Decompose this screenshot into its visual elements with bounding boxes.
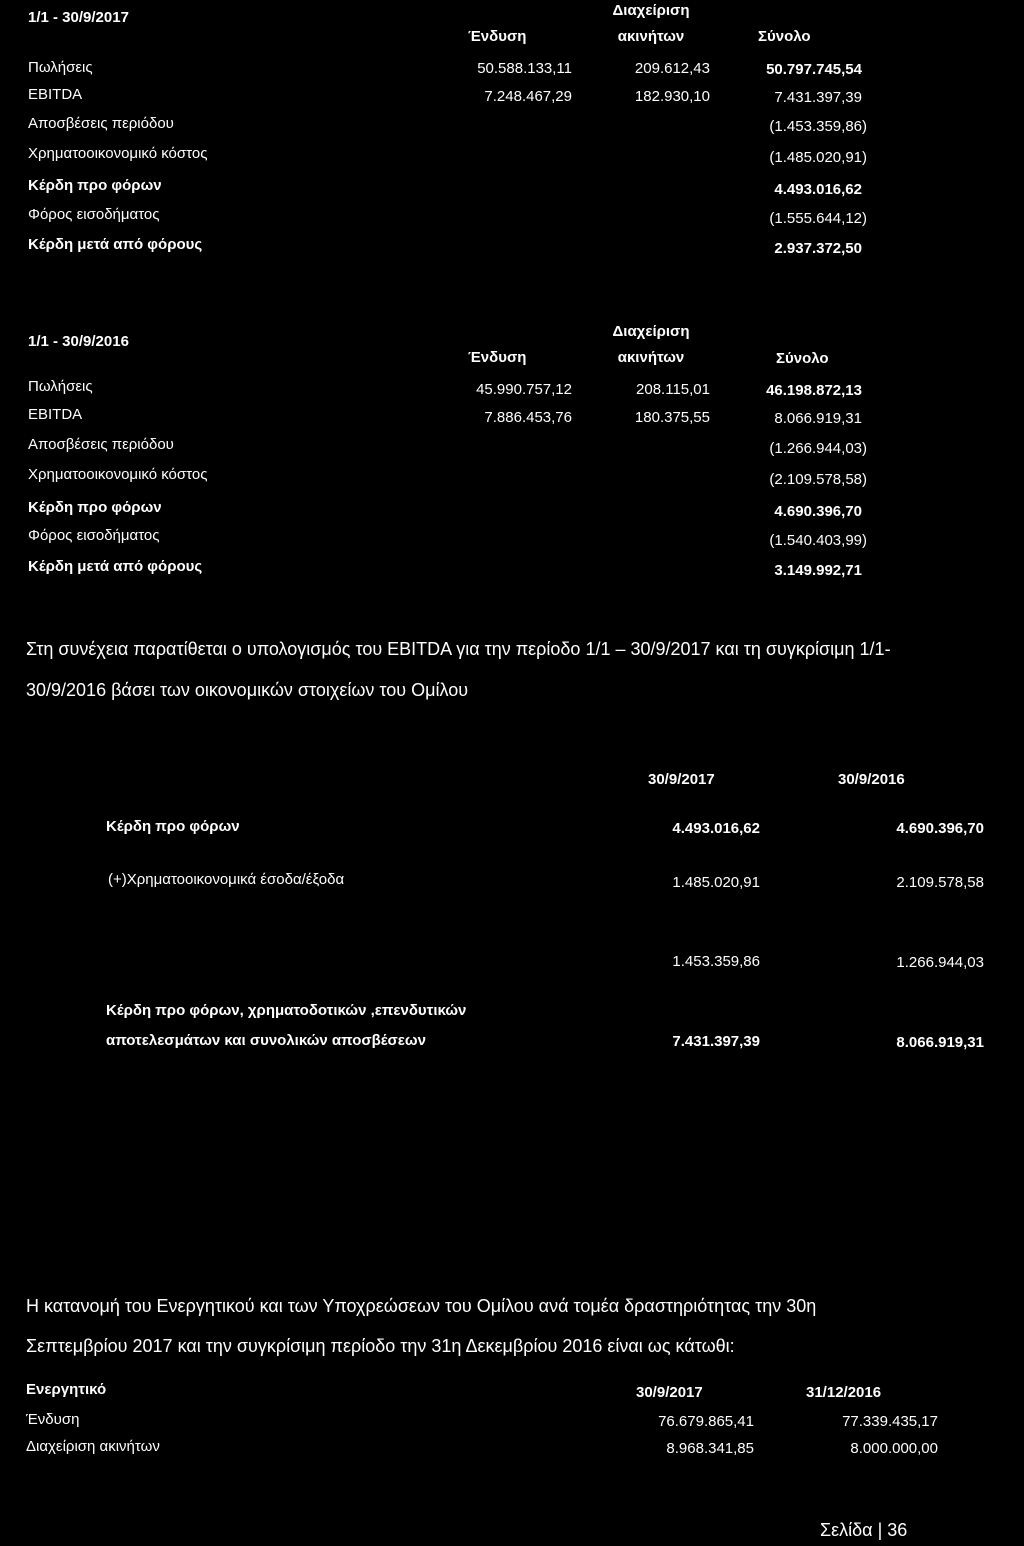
cell-2016: 8.000.000,00 [850,1440,938,1457]
cell-total: (2.109.578,58) [769,471,867,488]
page-number: Σελίδα | 36 [820,1520,908,1540]
row-label: Κέρδη προ φόρων [106,818,240,835]
row-label: Κέρδη προ φόρων [28,499,162,516]
column-header-total: Σύνολο [758,28,811,45]
period-title: 1/1 - 30/9/2017 [28,9,129,26]
row-label: Φόρος εισοδήματος [28,527,160,544]
column-header-real-estate-line1: Διαχείριση [612,2,690,19]
cell-real-estate: 180.375,55 [634,409,710,426]
row-label-line1: Κέρδη προ φόρων, χρηματοδοτικών ,επενδυτικών [106,1002,467,1019]
cell-real-estate: 208.115,01 [636,381,710,398]
cell-2016: 8.066.919,31 [896,1034,984,1051]
row-label: EBITDA [28,86,83,103]
row-label: Φόρος εισοδήματος [28,206,160,223]
row-label: Ένδυση [26,1411,80,1428]
row-label: Κέρδη μετά από φόρους [28,558,203,575]
cell-total: 7.431.397,39 [774,89,862,106]
row-label-line2: αποτελεσμάτων και συνολικών αποσβέσεων [106,1032,426,1049]
column-header-clothing: Ένδυση [468,349,527,366]
cell-real-estate: 182.930,10 [634,88,710,105]
cell-total: 3.149.992,71 [774,562,862,579]
row-label: EBITDA [28,406,83,423]
cell-total: (1.555.644,12) [769,210,867,227]
row-label: Χρηματοοικονομικό κόστος [28,145,208,162]
row-label: Διαχείριση ακινήτων [26,1438,160,1455]
cell-clothing: 45.990.757,12 [476,381,572,398]
cell-2017: 1.485.020,91 [672,874,760,891]
cell-2016: 2.109.578,58 [896,874,984,891]
column-header-real-estate-line2: ακινήτων [617,349,685,366]
cell-2017: 1.453.359,86 [672,953,760,970]
row-label: Χρηματοοικονομικό κόστος [28,466,208,483]
cell-total: 50.797.745,54 [766,61,862,78]
column-header-real-estate-line1: Διαχείριση [612,323,690,340]
table-title: Ενεργητικό [26,1381,107,1398]
column-header-2016: 30/9/2016 [838,771,905,788]
cell-total: 4.493.016,62 [774,181,862,198]
row-label: (+)Χρηματοοικονομικά έσοδα/έξοδα [108,871,345,888]
paragraph-line: Σεπτεμβρίου 2017 και την συγκρίσιμη περίοδο την 31η Δεκεμβρίου 2016 είναι ως κάτωθι: [26,1336,735,1356]
column-header-clothing: Ένδυση [468,28,527,45]
column-header-total: Σύνολο [776,350,829,367]
cell-total: 46.198.872,13 [766,382,862,399]
period-title: 1/1 - 30/9/2016 [28,333,129,350]
column-header-2017: 30/9/2017 [636,1384,703,1401]
cell-clothing: 7.248.467,29 [484,88,572,105]
column-header-2016: 31/12/2016 [806,1384,882,1401]
row-label: Αποσβέσεις περιόδου [28,115,174,132]
cell-total: 8.066.919,31 [774,410,862,427]
cell-2016: 77.339.435,17 [842,1413,938,1430]
paragraph-line: Στη συνέχεια παρατίθεται ο υπολογισμός του EBITDA για την περίοδο 1/1 – 30/9/2017 και τη συγκρίσιμη 1/1- [26,639,891,659]
row-label: Κέρδη προ φόρων [28,177,162,194]
row-label: Πωλήσεις [28,59,93,76]
cell-2016: 1.266.944,03 [896,954,984,971]
cell-2016: 4.690.396,70 [896,820,984,837]
cell-2017: 76.679.865,41 [658,1413,754,1430]
paragraph-line: 30/9/2016 βάσει των οικονομικών στοιχείων του Ομίλου [26,680,469,700]
column-header-2017: 30/9/2017 [648,771,715,788]
row-label: Αποσβέσεις περιόδου [28,436,174,453]
cell-clothing: 50.588.133,11 [477,60,572,77]
row-label: Πωλήσεις [28,378,93,395]
cell-total: (1.453.359,86) [769,118,867,135]
row-label: Κέρδη μετά από φόρους [28,236,203,253]
cell-total: 2.937.372,50 [774,240,862,257]
cell-total: (1.266.944,03) [769,440,867,457]
column-header-real-estate-line2: ακινήτων [617,28,685,45]
cell-2017: 7.431.397,39 [672,1033,760,1050]
cell-total: 4.690.396,70 [774,503,862,520]
cell-total: (1.485.020,91) [769,149,867,166]
cell-2017: 4.493.016,62 [672,820,760,837]
cell-total: (1.540.403,99) [769,532,867,549]
cell-2017: 8.968.341,85 [666,1440,754,1457]
paragraph-line: Η κατανομή του Ενεργητικού και των Υποχρεώσεων του Ομίλου ανά τομέα δραστηριότητας την 30η [26,1296,817,1316]
cell-clothing: 7.886.453,76 [484,409,572,426]
cell-real-estate: 209.612,43 [634,60,710,77]
